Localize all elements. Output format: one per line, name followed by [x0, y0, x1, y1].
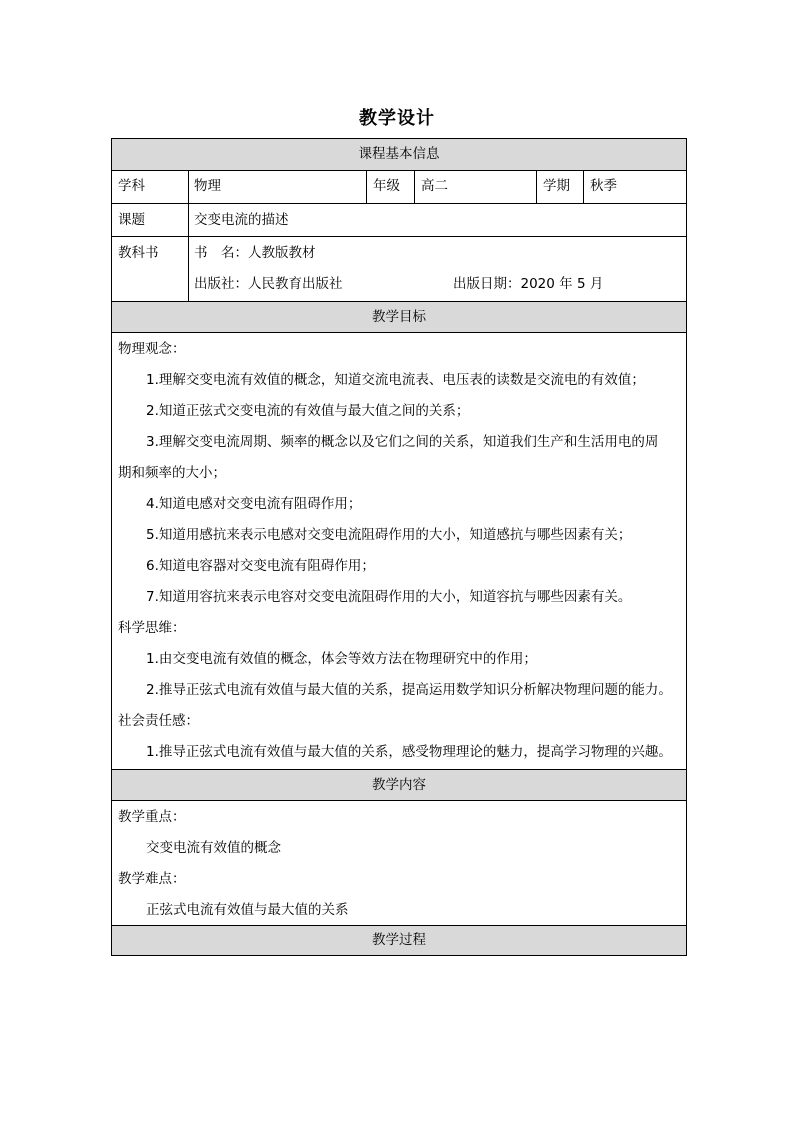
key-point-value: 交变电流有效值的概念: [146, 840, 281, 856]
basic-info-header: 课程基本信息: [112, 139, 686, 170]
term-value: 秋季: [590, 178, 617, 194]
thinking-label: 科学思维：: [118, 620, 186, 636]
subject-value: 物理: [194, 178, 221, 194]
row-divider: [112, 170, 686, 171]
responsibility-item: 1.推导正弦式电流有效值与最大值的关系，感受物理理论的魅力，提高学习物理的兴趣。: [146, 744, 672, 760]
term-label: 学期: [543, 178, 570, 194]
subject-label: 学科: [118, 178, 145, 194]
row-divider: [112, 800, 686, 801]
concept-item: 2.知道正弦式交变电流的有效值与最大值之间的关系；: [146, 403, 470, 419]
concept-item: 5.知道用感抗来表示电感对交变电流阻碍作用的大小，知道感抗与哪些因素有关；: [146, 527, 632, 543]
textbook-label: 教科书: [118, 245, 159, 261]
column-divider: [366, 170, 367, 203]
concept-item: 1.理解交变电流有效值的概念，知道交流电流表、电压表的读数是交流电的有效值；: [146, 372, 645, 388]
concept-item: 3.理解交变电流周期、频率的概念以及它们之间的关系，知道我们生产和生活用电的周: [146, 434, 659, 450]
responsibility-label: 社会责任感：: [118, 713, 199, 729]
difficulty-value: 正弦式电流有效值与最大值的关系: [146, 902, 349, 918]
concept-item-continuation: 期和频率的大小；: [118, 465, 226, 481]
publication-date: 出版日期：2020 年 5 月: [453, 276, 604, 292]
topic-value: 交变电流的描述: [194, 212, 289, 228]
row-divider: [112, 332, 686, 333]
column-divider: [536, 170, 537, 203]
publisher: 出版社：人民教育出版社: [194, 276, 343, 292]
key-point-label: 教学重点：: [118, 809, 186, 825]
thinking-item: 1.由交变电流有效值的概念，体会等效方法在物理研究中的作用；: [146, 651, 537, 667]
process-header: 教学过程: [112, 926, 686, 955]
content-header: 教学内容: [112, 770, 686, 800]
objectives-header: 教学目标: [112, 302, 686, 332]
grade-value: 高二: [421, 178, 448, 194]
lesson-plan-table: [111, 138, 687, 956]
column-divider: [414, 170, 415, 203]
grade-label: 年级: [373, 178, 400, 194]
column-divider: [583, 170, 584, 203]
concept-item: 7.知道用容抗来表示电容对交变电流阻碍作用的大小，知道容抗与哪些因素有关。: [146, 589, 632, 605]
concept-label: 物理观念：: [118, 341, 186, 357]
book-name: 书 名：人教版教材: [194, 245, 316, 261]
concept-item: 4.知道电感对交变电流有阻碍作用；: [146, 496, 362, 512]
thinking-item: 2.推导正弦式电流有效值与最大值的关系，提高运用数学知识分析解决物理问题的能力。: [146, 682, 672, 698]
row-divider: [112, 203, 686, 204]
document-title: 教学设计: [359, 108, 435, 129]
topic-label: 课题: [118, 212, 145, 228]
row-divider: [112, 236, 686, 237]
concept-item: 6.知道电容器对交变电流有阻碍作用；: [146, 558, 375, 574]
difficulty-label: 教学难点：: [118, 871, 186, 887]
